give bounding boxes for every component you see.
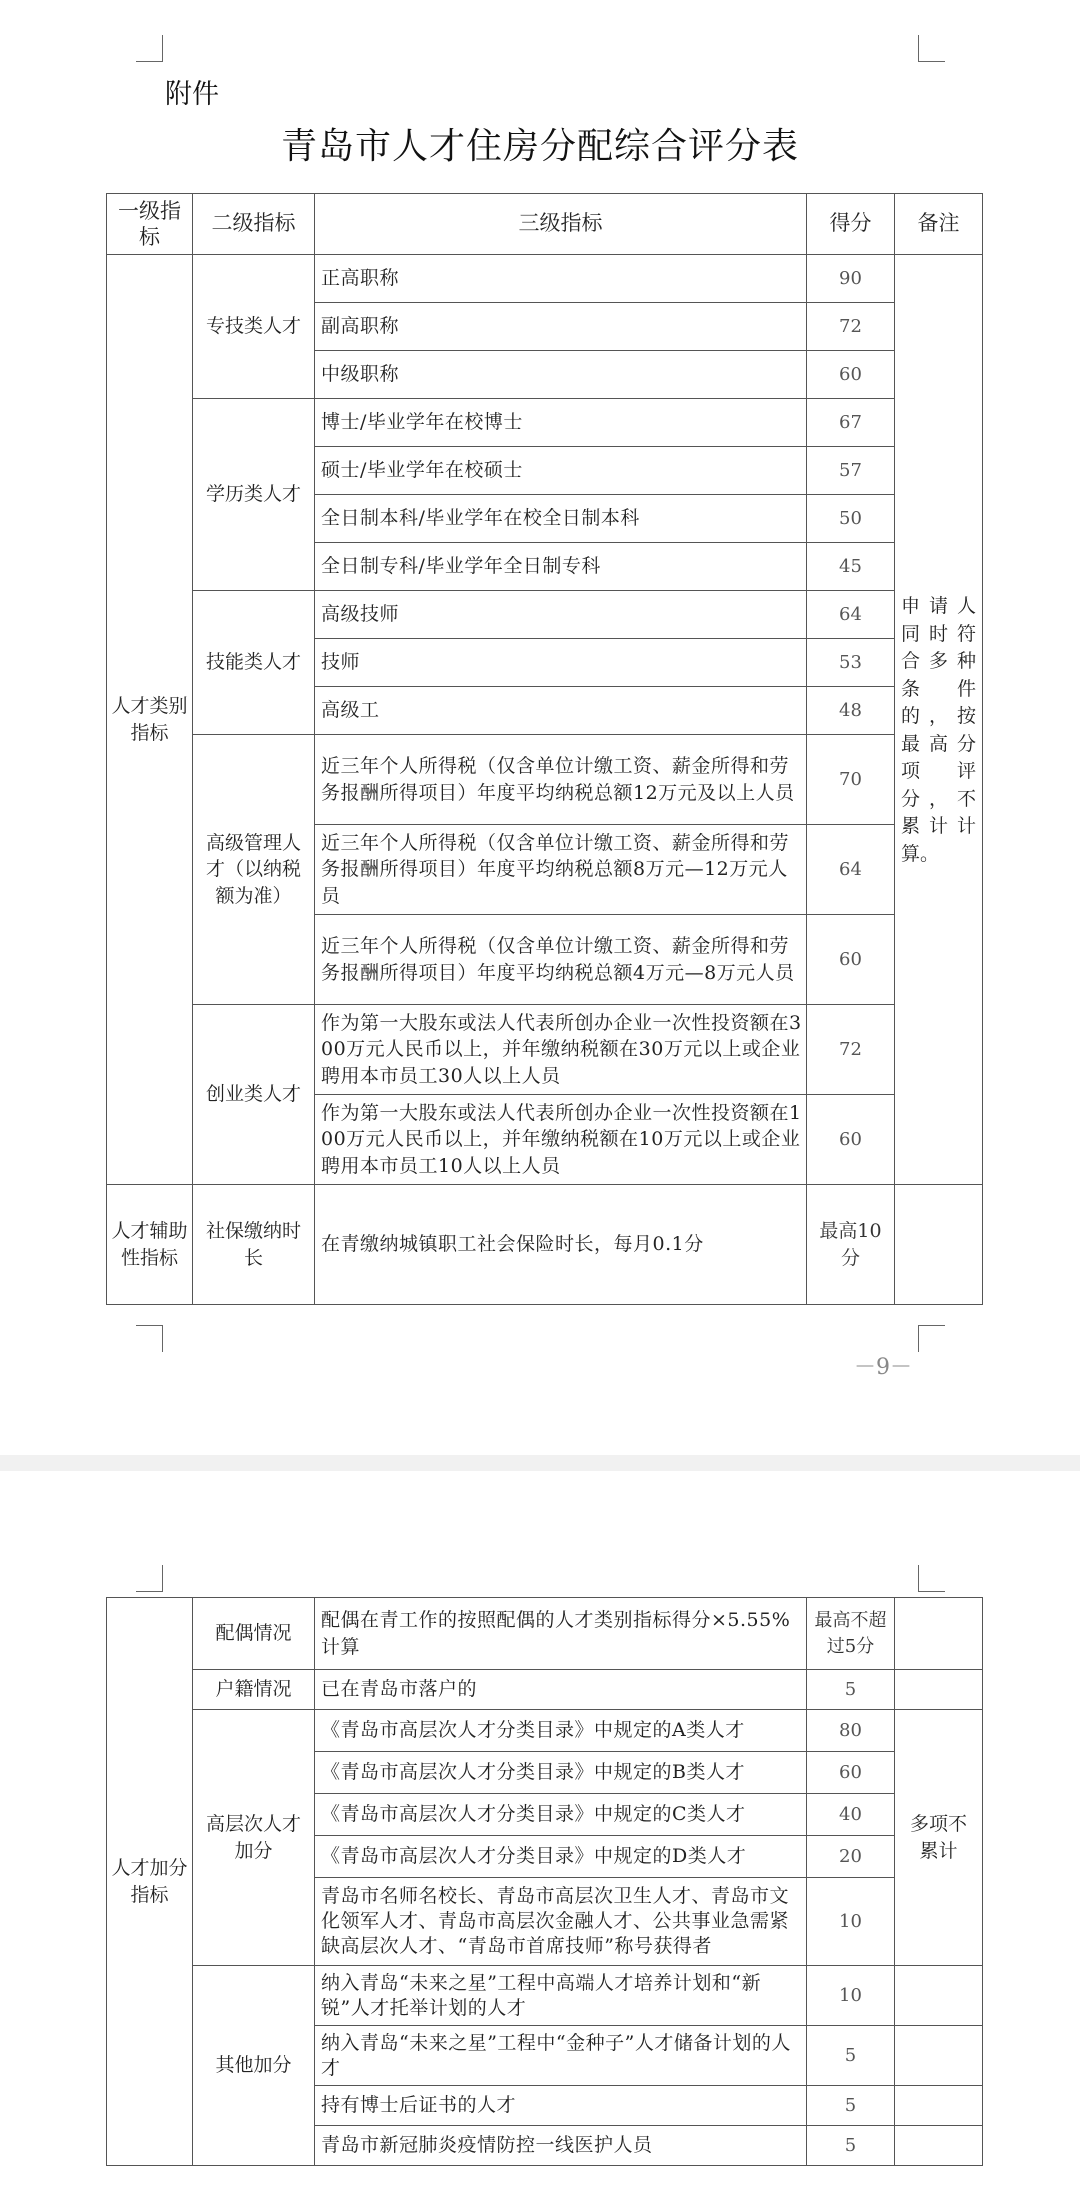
table-header-row — [107, 194, 983, 255]
level2-group: 创业类人才 — [193, 1005, 315, 1185]
header-level3: 三级指标 — [315, 194, 807, 255]
level1-category: 人才类别指标 — [107, 255, 193, 1185]
score-table-page-2 — [106, 1597, 983, 2166]
score-value: 45 — [807, 543, 895, 591]
level3-item: 配偶在青工作的按照配偶的人才类别指标得分×5.55%计算 — [315, 1598, 807, 1670]
score-value: 72 — [807, 303, 895, 351]
score-value: 60 — [807, 1752, 895, 1794]
level2-social-security: 社保缴纳时长 — [193, 1185, 315, 1305]
score-value: 80 — [807, 1710, 895, 1752]
level3-item: 《青岛市高层次人才分类目录》中规定的C类人才 — [315, 1794, 807, 1836]
page-number: －9－ — [854, 1355, 912, 1380]
table-row — [107, 255, 983, 303]
remark-empty — [895, 2026, 983, 2086]
score-value: 5 — [807, 1670, 895, 1710]
level3-item: 近三年个人所得税（仅含单位计缴工资、薪金所得和劳务报酬所得项目）年度平均纳税总额4万元—8万元人员 — [315, 915, 807, 1005]
crop-mark-bottom-left — [136, 1325, 163, 1352]
score-value: 最高10分 — [807, 1185, 895, 1305]
score-table-page-1 — [106, 193, 983, 1305]
level3-item: 纳入青岛“未来之星”工程中“金种子”人才储备计划的人才 — [315, 2026, 807, 2086]
table-row — [107, 1005, 983, 1095]
level1-bonus: 人才加分指标 — [107, 1598, 193, 2166]
score-value: 最高不超过5分 — [807, 1598, 895, 1670]
remark-not-cumulative: 多项不累计 — [895, 1710, 983, 1966]
score-value: 20 — [807, 1836, 895, 1878]
table-row — [107, 1710, 983, 1752]
level3-item: 硕士/毕业学年在校硕士 — [315, 447, 807, 495]
level2-spouse: 配偶情况 — [193, 1598, 315, 1670]
remark-empty — [895, 1185, 983, 1305]
level3-item: 近三年个人所得税（仅含单位计缴工资、薪金所得和劳务报酬所得项目）年度平均纳税总额12万元及以上人员 — [315, 735, 807, 825]
score-value: 60 — [807, 915, 895, 1005]
level3-item: 持有博士后证书的人才 — [315, 2086, 807, 2126]
score-value: 90 — [807, 255, 895, 303]
level2-high-level: 高层次人才加分 — [193, 1710, 315, 1966]
score-value: 72 — [807, 1005, 895, 1095]
table-row — [107, 1185, 983, 1305]
level3-item: 高级技师 — [315, 591, 807, 639]
level3-item: 作为第一大股东或法人代表所创办企业一次性投资额在100万元人民币以上，并年缴纳税额在10万元以上或企业聘用本市员工10人以上人员 — [315, 1095, 807, 1185]
score-value: 60 — [807, 351, 895, 399]
crop-mark-bottom-right — [918, 1325, 945, 1352]
level3-item: 青岛市新冠肺炎疫情防控一线医护人员 — [315, 2126, 807, 2166]
table-row — [107, 1598, 983, 1670]
score-value: 70 — [807, 735, 895, 825]
crop-mark-top-left — [136, 35, 163, 62]
score-value: 60 — [807, 1095, 895, 1185]
document-title: 青岛市人才住房分配综合评分表 — [280, 126, 799, 167]
header-level2: 二级指标 — [193, 194, 315, 255]
level2-group: 高级管理人才（以纳税额为准） — [193, 735, 315, 1005]
remark-empty — [895, 1966, 983, 2026]
level3-item: 作为第一大股东或法人代表所创办企业一次性投资额在300万元人民币以上，并年缴纳税额在30万元以上或企业聘用本市员工30人以上人员 — [315, 1005, 807, 1095]
crop-mark-top-left — [136, 1565, 163, 1592]
level2-other: 其他加分 — [193, 1966, 315, 2166]
level1-auxiliary: 人才辅助性指标 — [107, 1185, 193, 1305]
score-value: 40 — [807, 1794, 895, 1836]
level2-hukou: 户籍情况 — [193, 1670, 315, 1710]
header-remark: 备注 — [895, 194, 983, 255]
attachment-label: 附件 — [165, 79, 219, 110]
table-row — [107, 399, 983, 447]
level3-item: 技师 — [315, 639, 807, 687]
remark-empty — [895, 2126, 983, 2166]
level3-item: 近三年个人所得税（仅含单位计缴工资、薪金所得和劳务报酬所得项目）年度平均纳税总额8万元—12万元人员 — [315, 825, 807, 915]
table-row — [107, 1670, 983, 1710]
score-value: 48 — [807, 687, 895, 735]
level2-group: 专技类人才 — [193, 255, 315, 399]
remark-cell — [895, 255, 983, 1185]
remark-empty — [895, 2086, 983, 2126]
level3-item: 已在青岛市落户的 — [315, 1670, 807, 1710]
score-value: 5 — [807, 2086, 895, 2126]
level3-item: 纳入青岛“未来之星”工程中高端人才培养计划和“新锐”人才托举计划的人才 — [315, 1966, 807, 2026]
score-value: 5 — [807, 2126, 895, 2166]
score-value: 10 — [807, 1878, 895, 1966]
table-row — [107, 591, 983, 639]
score-value: 67 — [807, 399, 895, 447]
score-value: 10 — [807, 1966, 895, 2026]
level3-item: 全日制本科/毕业学年在校全日制本科 — [315, 495, 807, 543]
level3-item: 青岛市名师名校长、青岛市高层次卫生人才、青岛市文化领军人才、青岛市高层次金融人才、公共事业急需紧缺高层次人才、“青岛市首席技师”称号获得者 — [315, 1878, 807, 1966]
level3-item: 《青岛市高层次人才分类目录》中规定的D类人才 — [315, 1836, 807, 1878]
crop-mark-top-right — [918, 1565, 945, 1592]
level3-item: 正高职称 — [315, 255, 807, 303]
crop-mark-top-right — [918, 35, 945, 62]
remark-empty — [895, 1598, 983, 1670]
level3-item: 中级职称 — [315, 351, 807, 399]
score-value: 64 — [807, 825, 895, 915]
header-score: 得分 — [807, 194, 895, 255]
level3-item: 在青缴纳城镇职工社会保险时长，每月0.1分 — [315, 1185, 807, 1305]
level3-item: 副高职称 — [315, 303, 807, 351]
header-level1: 一级指标 — [107, 194, 193, 255]
table-row — [107, 735, 983, 825]
level3-item: 全日制专科/毕业学年全日制专科 — [315, 543, 807, 591]
score-value: 53 — [807, 639, 895, 687]
level3-item: 《青岛市高层次人才分类目录》中规定的B类人才 — [315, 1752, 807, 1794]
score-value: 57 — [807, 447, 895, 495]
level2-group: 技能类人才 — [193, 591, 315, 735]
remark-text: 申请人同时符合多种条件的，按最高分项评分，不累计计算。 — [901, 595, 976, 865]
remark-empty — [895, 1670, 983, 1710]
score-value: 5 — [807, 2026, 895, 2086]
table-row — [107, 1966, 983, 2026]
score-value: 50 — [807, 495, 895, 543]
level2-group: 学历类人才 — [193, 399, 315, 591]
level3-item: 高级工 — [315, 687, 807, 735]
level3-item: 博士/毕业学年在校博士 — [315, 399, 807, 447]
level3-item: 《青岛市高层次人才分类目录》中规定的A类人才 — [315, 1710, 807, 1752]
score-value: 64 — [807, 591, 895, 639]
